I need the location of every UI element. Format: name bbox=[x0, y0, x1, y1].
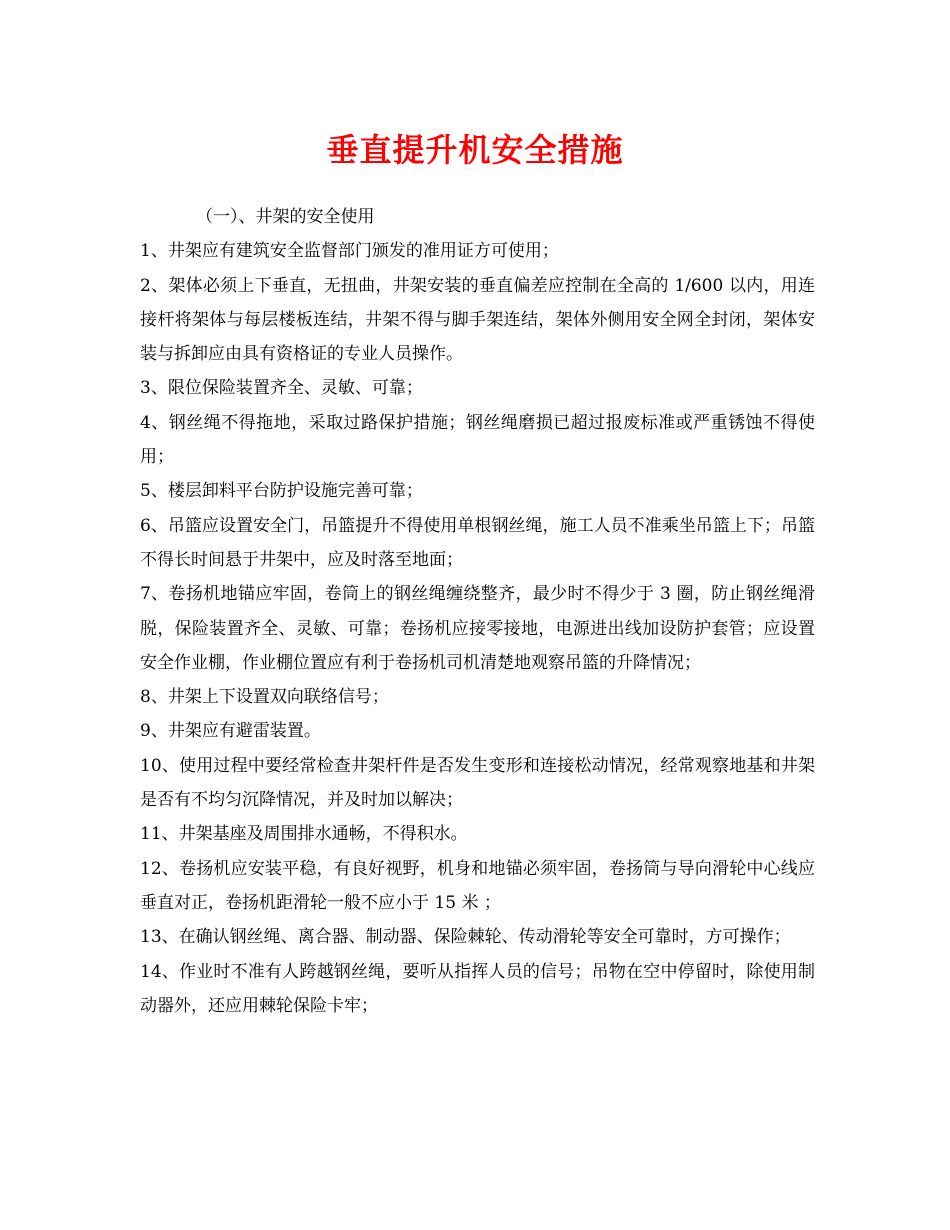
list-item: 7、卷扬机地锚应牢固，卷筒上的钢丝绳缠绕整齐，最少时不得少于 3 圈，防止钢丝绳滑脱，保险装置齐全、灵敏、可靠；卷扬机应接零接地，电源进出线加设防护套管；应设置安全作业棚，作业棚位置应有利于卷扬机司机清楚地观察吊篮的升降情况； bbox=[140, 584, 815, 673]
list-item: 13、在确认钢丝绳、离合器、制动器、保险棘轮、传动滑轮等安全可靠时，方可操作； bbox=[140, 927, 791, 948]
list-item: 11、井架基座及周围排水通畅，不得积水。 bbox=[140, 824, 468, 845]
list-item: 2、架体必须上下垂直，无扭曲，井架安装的垂直偏差应控制在全高的 1/600 以内，用连接杆将架体与每层楼板连结，井架不得与脚手架连结，架体外侧用安全网全封闭，架体安装与拆卸应由具有资格证的专业人员操作。 bbox=[140, 275, 815, 365]
list-item: 14、作业时不准有人跨越钢丝绳，要听从指挥人员的信号；吊物在空中停留时，除使用制动器外，还应用棘轮保险卡牢； bbox=[140, 961, 815, 1016]
list-item: 10、使用过程中要经常检查井架杆件是否发生变形和连接松动情况，经常观察地基和井架是否有不均匀沉降情况，并及时加以解决； bbox=[140, 755, 815, 811]
list-item: 1、井架应有建筑安全监督部门颁发的准用证方可使用； bbox=[140, 241, 559, 262]
list-item: 4、钢丝绳不得拖地，采取过路保护措施；钢丝绳磨损已超过报废标准或严重锈蚀不得使用； bbox=[140, 412, 815, 468]
list-item: 3、限位保险装置齐全、灵敏、可靠； bbox=[140, 378, 423, 399]
section-heading: （一）、井架的安全使用 bbox=[196, 207, 375, 227]
list-item: 9、井架应有避雷装置。 bbox=[140, 721, 321, 742]
list-item: 8、井架上下设置双向联络信号； bbox=[140, 687, 389, 708]
document-title: 垂直提升机安全措施 bbox=[326, 131, 624, 169]
list-item: 5、楼层卸料平台防护设施完善可靠； bbox=[140, 481, 423, 502]
list-item: 6、吊篮应设置安全门，吊篮提升不得使用单根钢丝绳，施工人员不准乘坐吊篮上下；吊篮不得长时间悬于井架中，应及时落至地面； bbox=[140, 515, 815, 570]
list-item: 12、卷扬机应安装平稳，有良好视野，机身和地锚必须牢固，卷扬筒与导向滑轮中心线应垂直对正，卷扬机距滑轮一般不应小于 15 米 ； bbox=[140, 858, 815, 913]
document-body bbox=[140, 200, 815, 1023]
